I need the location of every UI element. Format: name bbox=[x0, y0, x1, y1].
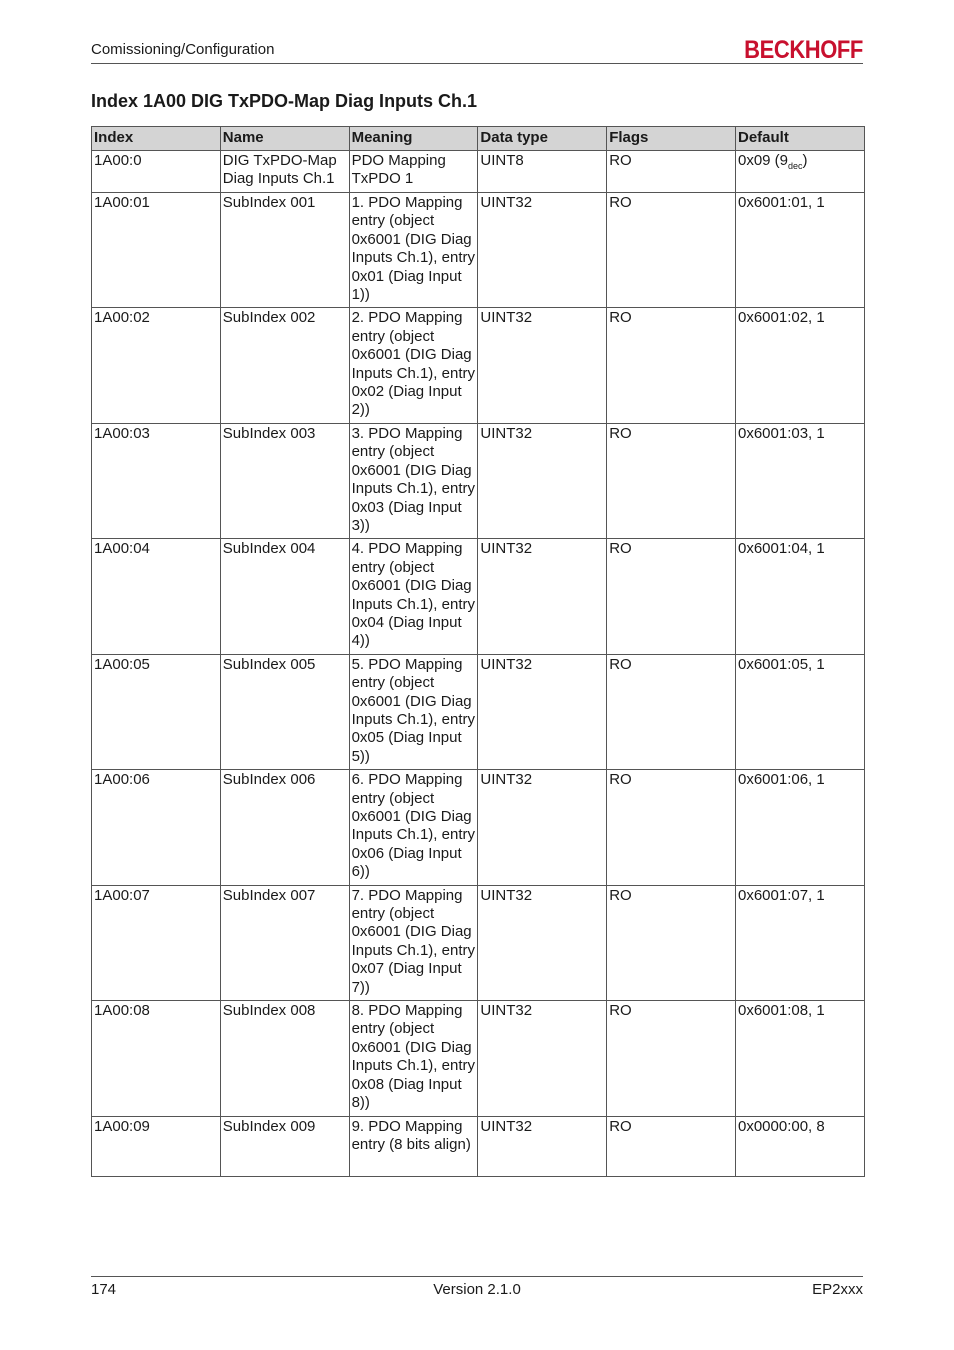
cell-flags: RO bbox=[607, 151, 736, 193]
cell-name: SubIndex 003 bbox=[220, 423, 349, 538]
cell-flags: RO bbox=[607, 770, 736, 885]
cell-data-type: UINT32 bbox=[478, 770, 607, 885]
cell-name: DIG TxPDO-Map Diag Inputs Ch.1 bbox=[220, 151, 349, 193]
default-suffix: ) bbox=[802, 152, 808, 169]
object-table bbox=[91, 126, 865, 1177]
table-header-row bbox=[92, 127, 865, 151]
cell-name: SubIndex 006 bbox=[220, 770, 349, 885]
cell-meaning: 2. PDO Mapping entry (object 0x6001 (DIG Diag Inputs Ch.1), entry 0x02 (Diag Input 2)) bbox=[349, 308, 478, 423]
cell-index: 1A00:02 bbox=[92, 308, 221, 423]
cell-data-type: UINT8 bbox=[478, 151, 607, 193]
beckhoff-logo: BECKHOFF bbox=[744, 36, 863, 64]
cell-index: 1A00:0 bbox=[92, 151, 221, 193]
table-row bbox=[92, 308, 865, 423]
page-footer bbox=[91, 1276, 863, 1301]
cell-default: 0x6001:02, 1 bbox=[735, 308, 864, 423]
cell-index: 1A00:07 bbox=[92, 885, 221, 1000]
cell-data-type: UINT32 bbox=[478, 308, 607, 423]
cell-name: SubIndex 009 bbox=[220, 1116, 349, 1176]
cell-default: 0x6001:08, 1 bbox=[735, 1001, 864, 1116]
default-subscript: dec bbox=[788, 161, 803, 171]
page-title: Index 1A00 DIG TxPDO-Map Diag Inputs Ch.1 bbox=[91, 91, 478, 111]
cell-name: SubIndex 005 bbox=[220, 654, 349, 769]
table-row bbox=[92, 423, 865, 538]
column-header-name: Name bbox=[220, 127, 349, 151]
table-row bbox=[92, 885, 865, 1000]
cell-flags: RO bbox=[607, 1116, 736, 1176]
cell-default: 0x0000:00, 8 bbox=[735, 1116, 864, 1176]
column-header-data-type: Data type bbox=[478, 127, 607, 151]
table-row bbox=[92, 193, 865, 308]
cell-index: 1A00:06 bbox=[92, 770, 221, 885]
table-row bbox=[92, 1116, 865, 1176]
cell-flags: RO bbox=[607, 539, 736, 654]
cell-name: SubIndex 008 bbox=[220, 1001, 349, 1116]
section-title: Comissioning/Configuration bbox=[91, 41, 275, 58]
table-row bbox=[92, 770, 865, 885]
cell-default: 0x6001:03, 1 bbox=[735, 423, 864, 538]
cell-flags: RO bbox=[607, 193, 736, 308]
cell-index: 1A00:08 bbox=[92, 1001, 221, 1116]
cell-meaning: 5. PDO Mapping entry (object 0x6001 (DIG Diag Inputs Ch.1), entry 0x05 (Diag Input 5)) bbox=[349, 654, 478, 769]
document-id: EP2xxx bbox=[812, 1281, 863, 1298]
cell-flags: RO bbox=[607, 654, 736, 769]
cell-data-type: UINT32 bbox=[478, 539, 607, 654]
document-version: Version 2.1.0 bbox=[433, 1281, 521, 1298]
cell-data-type: UINT32 bbox=[478, 193, 607, 308]
column-header-meaning: Meaning bbox=[349, 127, 478, 151]
cell-default: 0x6001:07, 1 bbox=[735, 885, 864, 1000]
cell-name: SubIndex 001 bbox=[220, 193, 349, 308]
cell-default bbox=[735, 151, 864, 193]
table-row bbox=[92, 539, 865, 654]
cell-data-type: UINT32 bbox=[478, 1001, 607, 1116]
column-header-default: Default bbox=[735, 127, 864, 151]
cell-default: 0x6001:05, 1 bbox=[735, 654, 864, 769]
cell-data-type: UINT32 bbox=[478, 1116, 607, 1176]
cell-name: SubIndex 002 bbox=[220, 308, 349, 423]
cell-meaning: 3. PDO Mapping entry (object 0x6001 (DIG Diag Inputs Ch.1), entry 0x03 (Diag Input 3)) bbox=[349, 423, 478, 538]
page-number: 174 bbox=[91, 1281, 117, 1298]
table-row bbox=[92, 1001, 865, 1116]
cell-index: 1A00:04 bbox=[92, 539, 221, 654]
cell-flags: RO bbox=[607, 308, 736, 423]
cell-default: 0x6001:04, 1 bbox=[735, 539, 864, 654]
cell-index: 1A00:05 bbox=[92, 654, 221, 769]
cell-meaning: 6. PDO Mapping entry (object 0x6001 (DIG Diag Inputs Ch.1), entry 0x06 (Diag Input 6)) bbox=[349, 770, 478, 885]
cell-flags: RO bbox=[607, 885, 736, 1000]
column-header-index: Index bbox=[92, 127, 221, 151]
cell-flags: RO bbox=[607, 1001, 736, 1116]
cell-index: 1A00:09 bbox=[92, 1116, 221, 1176]
cell-default: 0x6001:01, 1 bbox=[735, 193, 864, 308]
cell-meaning: 1. PDO Mapping entry (object 0x6001 (DIG Diag Inputs Ch.1), entry 0x01 (Diag Input 1)) bbox=[349, 193, 478, 308]
table-row bbox=[92, 151, 865, 193]
table-row bbox=[92, 654, 865, 769]
cell-data-type: UINT32 bbox=[478, 423, 607, 538]
cell-flags: RO bbox=[607, 423, 736, 538]
cell-index: 1A00:03 bbox=[92, 423, 221, 538]
column-header-flags: Flags bbox=[607, 127, 736, 151]
cell-name: SubIndex 004 bbox=[220, 539, 349, 654]
cell-meaning: PDO Mapping TxPDO 1 bbox=[349, 151, 478, 193]
cell-meaning: 4. PDO Mapping entry (object 0x6001 (DIG Diag Inputs Ch.1), entry 0x04 (Diag Input 4)) bbox=[349, 539, 478, 654]
cell-name: SubIndex 007 bbox=[220, 885, 349, 1000]
cell-meaning: 8. PDO Mapping entry (object 0x6001 (DIG Diag Inputs Ch.1), entry 0x08 (Diag Input 8)) bbox=[349, 1001, 478, 1116]
cell-default: 0x6001:06, 1 bbox=[735, 770, 864, 885]
cell-meaning: 9. PDO Mapping entry (8 bits align) bbox=[349, 1116, 478, 1176]
page-header bbox=[91, 36, 863, 64]
cell-data-type: UINT32 bbox=[478, 885, 607, 1000]
cell-meaning: 7. PDO Mapping entry (object 0x6001 (DIG Diag Inputs Ch.1), entry 0x07 (Diag Input 7)) bbox=[349, 885, 478, 1000]
cell-data-type: UINT32 bbox=[478, 654, 607, 769]
cell-index: 1A00:01 bbox=[92, 193, 221, 308]
default-value: 0x09 (9 bbox=[737, 152, 789, 169]
